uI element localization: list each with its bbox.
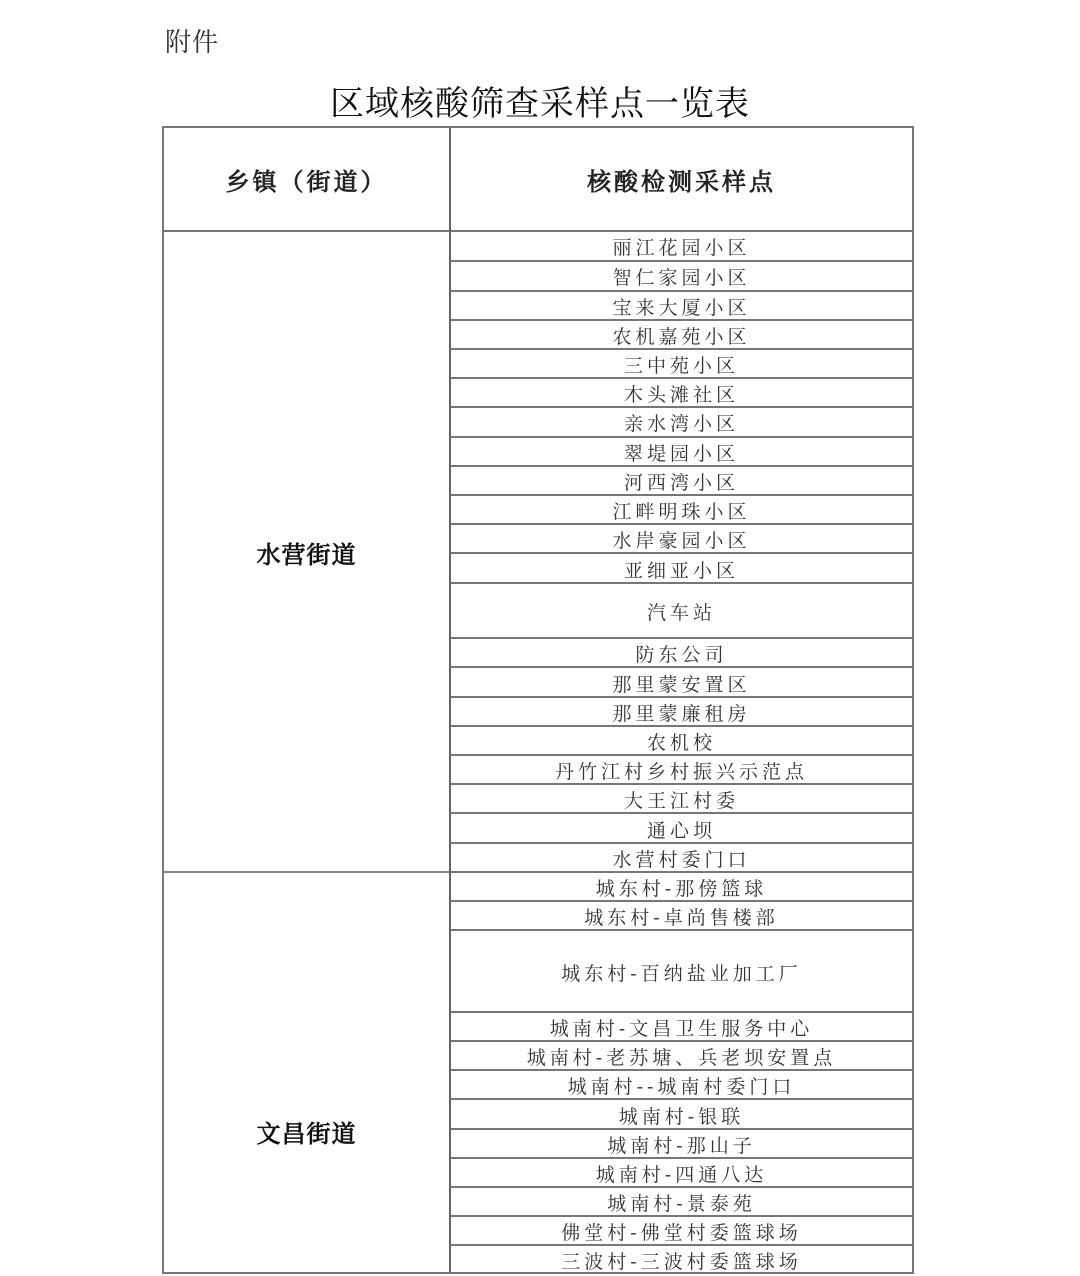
table-row: 防东公司 — [451, 637, 912, 668]
table-row: 水营村委门口 — [451, 842, 912, 873]
table-row: 城南村--城南村委门口 — [451, 1069, 912, 1100]
table-row: 河西湾小区 — [451, 465, 912, 496]
table-row: 丽江花园小区 — [612, 237, 751, 259]
table-row: 农机校 — [451, 725, 912, 756]
district-cell-wenchang: 文昌街道 — [256, 1120, 357, 1148]
table-row: 江畔明珠小区 — [451, 494, 912, 525]
table-row: 农机嘉苑小区 — [451, 319, 912, 350]
table-row: 三中苑小区 — [451, 348, 912, 379]
table-row: 城南村-景泰苑 — [451, 1186, 912, 1217]
attachment-label: 附件 — [165, 28, 220, 58]
table-header-row — [164, 128, 912, 232]
sampling-sites-table — [162, 126, 914, 1274]
table-row: 城东村-那傍篮球 — [451, 871, 912, 902]
table-row: 大王江村委 — [451, 783, 912, 814]
table-row: 城南村-银联 — [451, 1098, 912, 1130]
table-row: 亲水湾小区 — [451, 406, 912, 437]
header-sites: 核酸检测采样点 — [587, 167, 776, 196]
table-row: 丹竹江村乡村振兴示范点 — [451, 754, 912, 785]
table-row: 那里蒙安置区 — [451, 666, 912, 698]
table-row: 汽车站 — [451, 582, 912, 639]
table-row: 翠堤园小区 — [451, 436, 912, 467]
district-cell-shuiying: 水营街道 — [256, 540, 357, 569]
document-title: 区域核酸筛查采样点一览表 — [330, 84, 750, 124]
table-row: 三波村-三波村委篮球场 — [451, 1244, 912, 1274]
table-row: 水岸豪园小区 — [451, 523, 912, 554]
table-row: 城南村-文昌卫生服务中心 — [451, 1011, 912, 1042]
table-row: 那里蒙廉租房 — [451, 696, 912, 727]
table-row: 亚细亚小区 — [451, 552, 912, 584]
table-row: 城东村-百纳盐业加工厂 — [451, 929, 912, 1013]
table-row: 宝来大厦小区 — [451, 290, 912, 321]
table-row: 木头滩社区 — [451, 377, 912, 408]
table-row: 智仁家园小区 — [451, 260, 912, 291]
table-row: 城南村-四通八达 — [451, 1157, 912, 1188]
table-row: 城东村-卓尚售楼部 — [451, 900, 912, 931]
table-row: 佛堂村-佛堂村委篮球场 — [451, 1215, 912, 1246]
header-district: 乡镇（街道） — [225, 167, 388, 196]
table-row: 城南村-那山子 — [451, 1128, 912, 1159]
table-row: 通心坝 — [451, 812, 912, 844]
table-row: 城南村-老苏塘、兵老坝安置点 — [451, 1040, 912, 1071]
